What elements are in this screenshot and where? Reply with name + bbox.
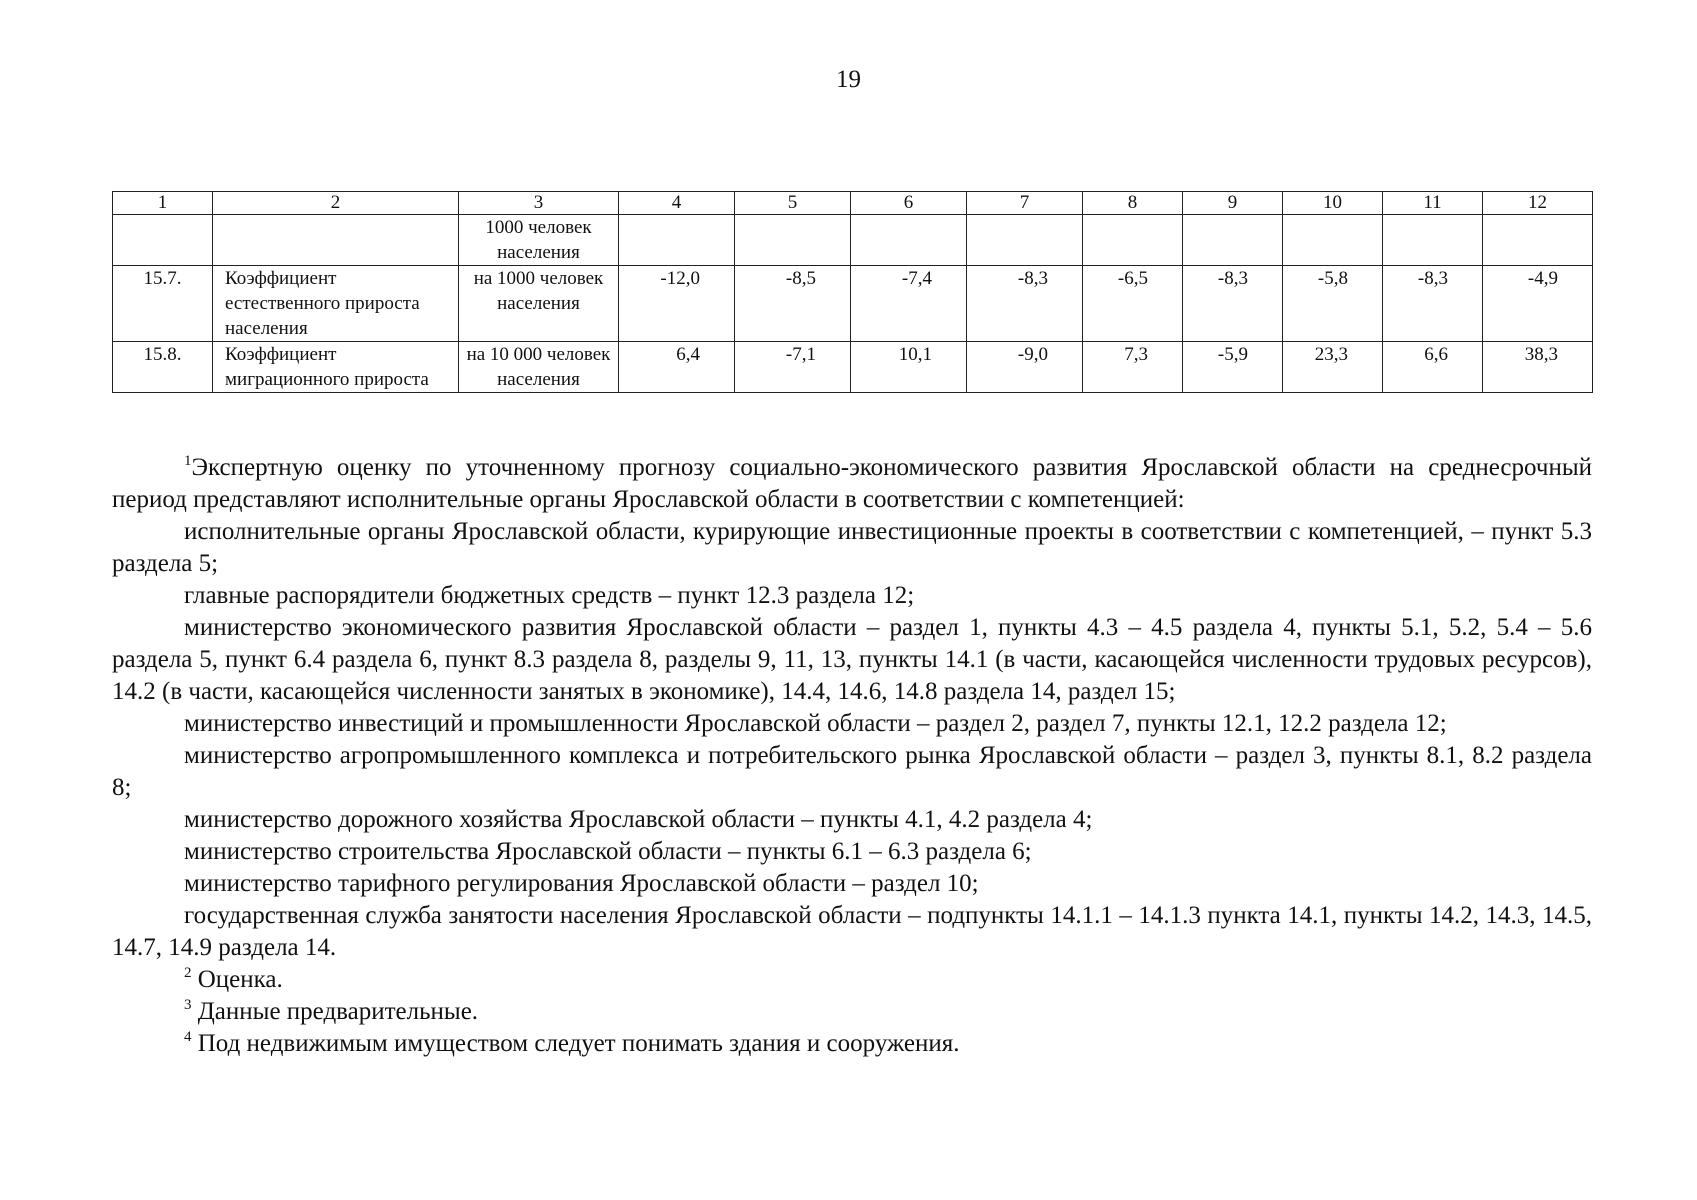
- table-row: [113, 342, 1593, 393]
- indicator-name: Коэффициент естественного прироста населения: [213, 266, 459, 342]
- note-paragraph: государственная служба занятости населения Ярославской области – подпункты 14.1.1 – 14.1.3 пункта 14.1, пункты 14.2, 14.3, 14.5, 14.7, 14.9 раздела 14.: [112, 902, 1592, 961]
- value-cell: -12,0: [619, 266, 735, 342]
- column-header: 8: [1083, 192, 1183, 215]
- note-paragraph: исполнительные органы Ярославской области, курирующие инвестиционные проекты в соответствии с компетенцией, – пункт 5.3 раздела 5;: [112, 518, 1592, 577]
- value-cell: [1083, 215, 1183, 266]
- value-cell: -6,5: [1083, 266, 1183, 342]
- footnotes-section: [112, 452, 1592, 1060]
- value-cell: 6,6: [1383, 342, 1483, 393]
- value-cell: 7,3: [1083, 342, 1183, 393]
- value-cell: [1483, 215, 1593, 266]
- value-cell: [619, 215, 735, 266]
- note-paragraph: главные распорядители бюджетных средств – пункт 12.3 раздела 12;: [184, 582, 915, 609]
- value-cell: -5,8: [1283, 266, 1383, 342]
- note-paragraph: министерство экономического развития Ярославской области – раздел 1, пункты 4.3 – 4.5 раздела 4, пункты 5.1, 5.2, 5.4 – 5.6 раздела 5, пункт 6.4 раздела 6, пункт 8.3 раздела 8, разделы 9, 11, 13, пункты 14.1 (в части, касающейся численности трудовых ресурсов), 14.2 (в части, касающейся численности занятых в экономике), 14.4, 14.6, 14.8 раздела 14, раздел 15;: [112, 614, 1592, 705]
- value-cell: [967, 215, 1083, 266]
- value-cell: -8,5: [735, 266, 851, 342]
- value-cell: -5,9: [1183, 342, 1283, 393]
- column-header: 1: [113, 192, 213, 215]
- footnote: [112, 1028, 1592, 1060]
- value-cell: -8,3: [1383, 266, 1483, 342]
- unit-cell: 1000 человек населения: [459, 215, 619, 266]
- column-header: 12: [1483, 192, 1593, 215]
- value-cell: [851, 215, 967, 266]
- column-header: 11: [1383, 192, 1483, 215]
- row-number: 15.8.: [113, 342, 213, 393]
- footnote-text: Оценка.: [197, 966, 283, 993]
- value-cell: -7,4: [851, 266, 967, 342]
- column-header: 2: [213, 192, 459, 215]
- value-cell: [735, 215, 851, 266]
- note-paragraph: министерство дорожного хозяйства Ярославской области – пункты 4.1, 4.2 раздела 4;: [184, 806, 1093, 833]
- table-row: [113, 215, 1593, 266]
- note-paragraph: министерство тарифного регулирования Ярославской области – раздел 10;: [184, 870, 979, 897]
- table-row: [113, 266, 1593, 342]
- value-cell: 10,1: [851, 342, 967, 393]
- column-header: 5: [735, 192, 851, 215]
- value-cell: -8,3: [1183, 266, 1283, 342]
- page-number: 19: [836, 66, 861, 93]
- value-cell: -9,0: [967, 342, 1083, 393]
- value-cell: -7,1: [735, 342, 851, 393]
- note-paragraph: министерство инвестиций и промышленности Ярославской области – раздел 2, раздел 7, пункты 12.1, 12.2 раздела 12;: [184, 710, 1447, 737]
- footnote-marker: 3: [184, 997, 192, 1013]
- unit-cell: на 1000 человек населения: [459, 266, 619, 342]
- value-cell: 23,3: [1283, 342, 1383, 393]
- note-paragraph: [112, 452, 1592, 516]
- footnote-marker: 4: [184, 1029, 192, 1045]
- unit-cell: на 10 000 человек населения: [459, 342, 619, 393]
- footnote-text: Под недвижимым имуществом следует понимать здания и сооружения.: [197, 1030, 960, 1057]
- footnote: [112, 964, 1592, 996]
- value-cell: -4,9: [1483, 266, 1593, 342]
- column-header: 9: [1183, 192, 1283, 215]
- row-number: [113, 215, 213, 266]
- note-paragraph: министерство агропромышленного комплекса и потребительского рынка Ярославской области – раздел 3, пункты 8.1, 8.2 раздела 8;: [112, 742, 1592, 801]
- value-cell: 6,4: [619, 342, 735, 393]
- data-table: [112, 191, 1593, 393]
- note-paragraph: министерство строительства Ярославской области – пункты 6.1 – 6.3 раздела 6;: [184, 838, 1032, 865]
- value-cell: [1183, 215, 1283, 266]
- column-header: 10: [1283, 192, 1383, 215]
- footnote-marker: 1: [184, 453, 192, 469]
- column-header: 4: [619, 192, 735, 215]
- row-number: 15.7.: [113, 266, 213, 342]
- indicator-name: Коэффициент миграционного прироста: [213, 342, 459, 393]
- value-cell: [1283, 215, 1383, 266]
- table-header-row: [113, 192, 1593, 215]
- footnote-marker: 2: [184, 965, 192, 981]
- footnote: [112, 996, 1592, 1028]
- column-header: 3: [459, 192, 619, 215]
- value-cell: [1383, 215, 1483, 266]
- footnote-text: Данные предварительные.: [197, 998, 479, 1025]
- note-text: Экспертную оценку по уточненному прогнозу социально-экономического развития Ярославской области на среднесрочный период представляют исполнительные органы Ярославской области в соответствии с компетенцией:: [112, 454, 1592, 513]
- column-header: 6: [851, 192, 967, 215]
- indicator-name: [213, 215, 459, 266]
- value-cell: -8,3: [967, 266, 1083, 342]
- column-header: 7: [967, 192, 1083, 215]
- value-cell: 38,3: [1483, 342, 1593, 393]
